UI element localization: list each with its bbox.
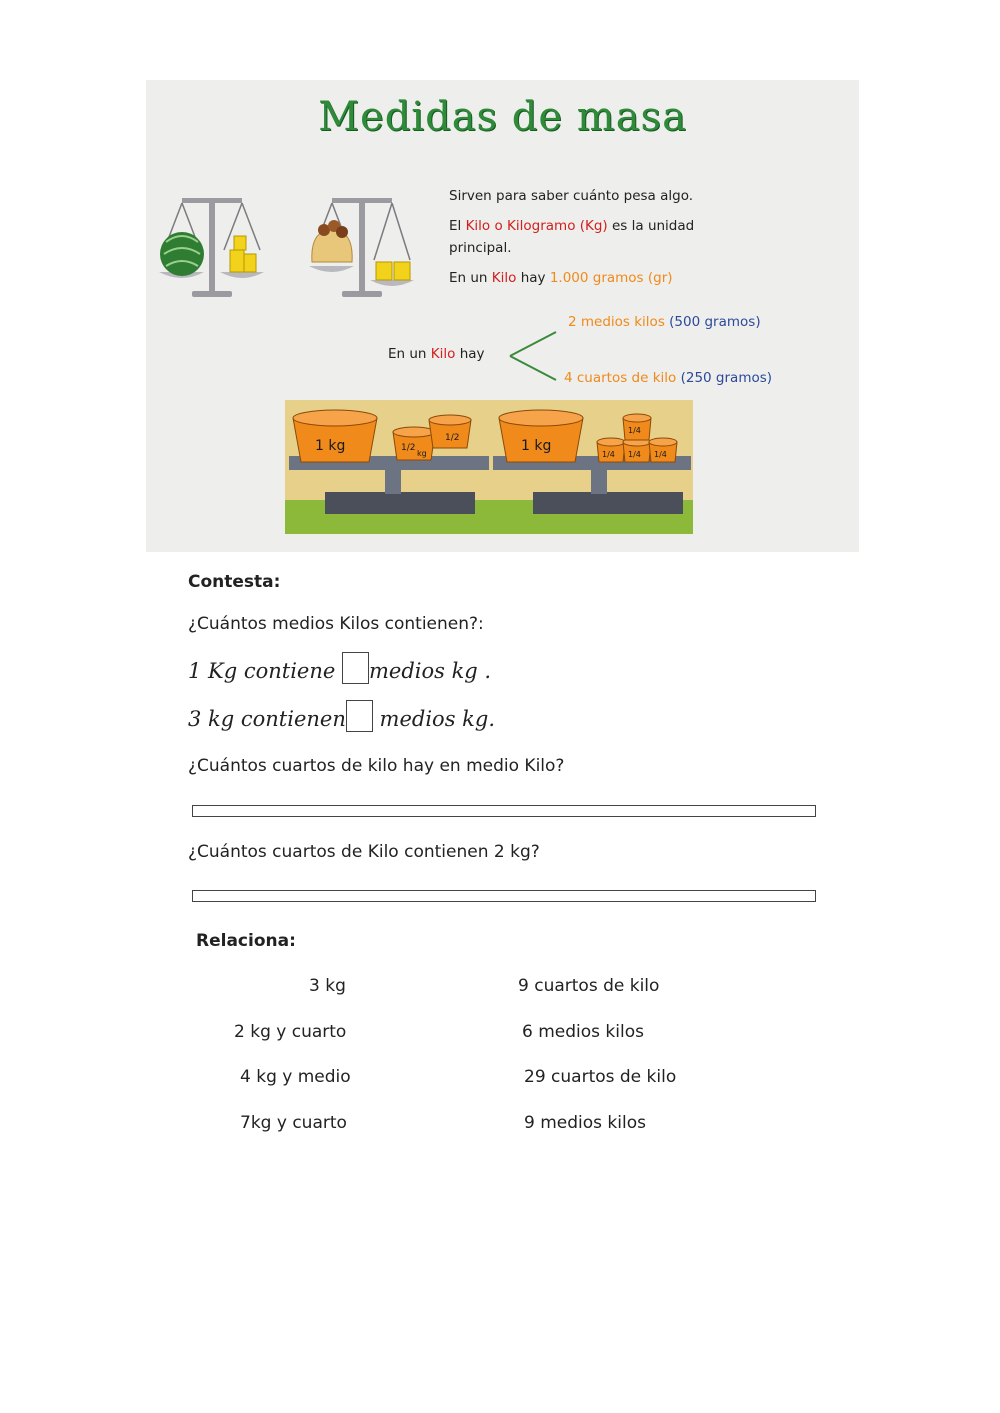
contesta-heading: Contesta: (188, 572, 281, 592)
match-left-item[interactable]: 4 kg y medio (240, 1067, 351, 1087)
balance-scale-icon (159, 198, 264, 297)
balance-scale-icon (309, 198, 414, 297)
match-right-item[interactable]: 9 medios kilos (524, 1113, 646, 1133)
relaciona-heading: Relaciona: (196, 931, 296, 951)
match-left-item[interactable]: 7kg y cuarto (240, 1113, 347, 1133)
info-line: Sirven para saber cuánto pesa algo. (449, 188, 694, 204)
answer-field-3[interactable] (192, 890, 816, 902)
weight-label: 1/4 (602, 450, 615, 459)
match-right-item[interactable]: 6 medios kilos (522, 1022, 644, 1042)
match-right-item[interactable]: 9 cuartos de kilo (518, 976, 660, 996)
weight-label: kg (417, 449, 427, 458)
question-1a: 1 Kg contiene medios kg . (188, 652, 491, 684)
weights-illustration (285, 400, 693, 534)
question-1b: 3 kg contienen medios kg. (188, 700, 495, 732)
question-3: ¿Cuántos cuartos de Kilo contienen 2 kg? (188, 842, 540, 862)
weight-label: 1 kg (521, 438, 552, 454)
weight-label: 1/2 (445, 433, 460, 443)
match-left-item[interactable]: 2 kg y cuarto (234, 1022, 347, 1042)
weight-label: 1/4 (628, 450, 641, 459)
balance-scales-illustration (154, 190, 424, 305)
answer-box-1a[interactable] (342, 652, 369, 684)
header-illustration (146, 80, 859, 552)
branch-top: 2 medios kilos (500 gramos) (568, 314, 761, 330)
branch-lead: En un Kilo hay (388, 346, 485, 362)
branch-connector-icon (506, 328, 566, 388)
match-right-item[interactable]: 29 cuartos de kilo (524, 1067, 677, 1087)
question-1: ¿Cuántos medios Kilos contienen?: (188, 614, 484, 634)
weight-label: 1/4 (628, 426, 641, 435)
info-line: principal. (449, 240, 512, 256)
match-left-item[interactable]: 3 kg (309, 976, 346, 996)
info-line: En un Kilo hay 1.000 gramos (gr) (449, 270, 673, 286)
page-title: Medidas de masa (318, 94, 687, 140)
weight-label: 1/2 (401, 443, 416, 453)
weight-label: 1/4 (654, 450, 667, 459)
answer-field-2[interactable] (192, 805, 816, 817)
weight-label: 1 kg (315, 438, 346, 454)
answer-box-1b[interactable] (346, 700, 373, 732)
branch-bottom: 4 cuartos de kilo (250 gramos) (564, 370, 773, 386)
info-line: El Kilo o Kilogramo (Kg) es la unidad (449, 218, 695, 234)
question-2: ¿Cuántos cuartos de kilo hay en medio Kilo? (188, 756, 565, 776)
